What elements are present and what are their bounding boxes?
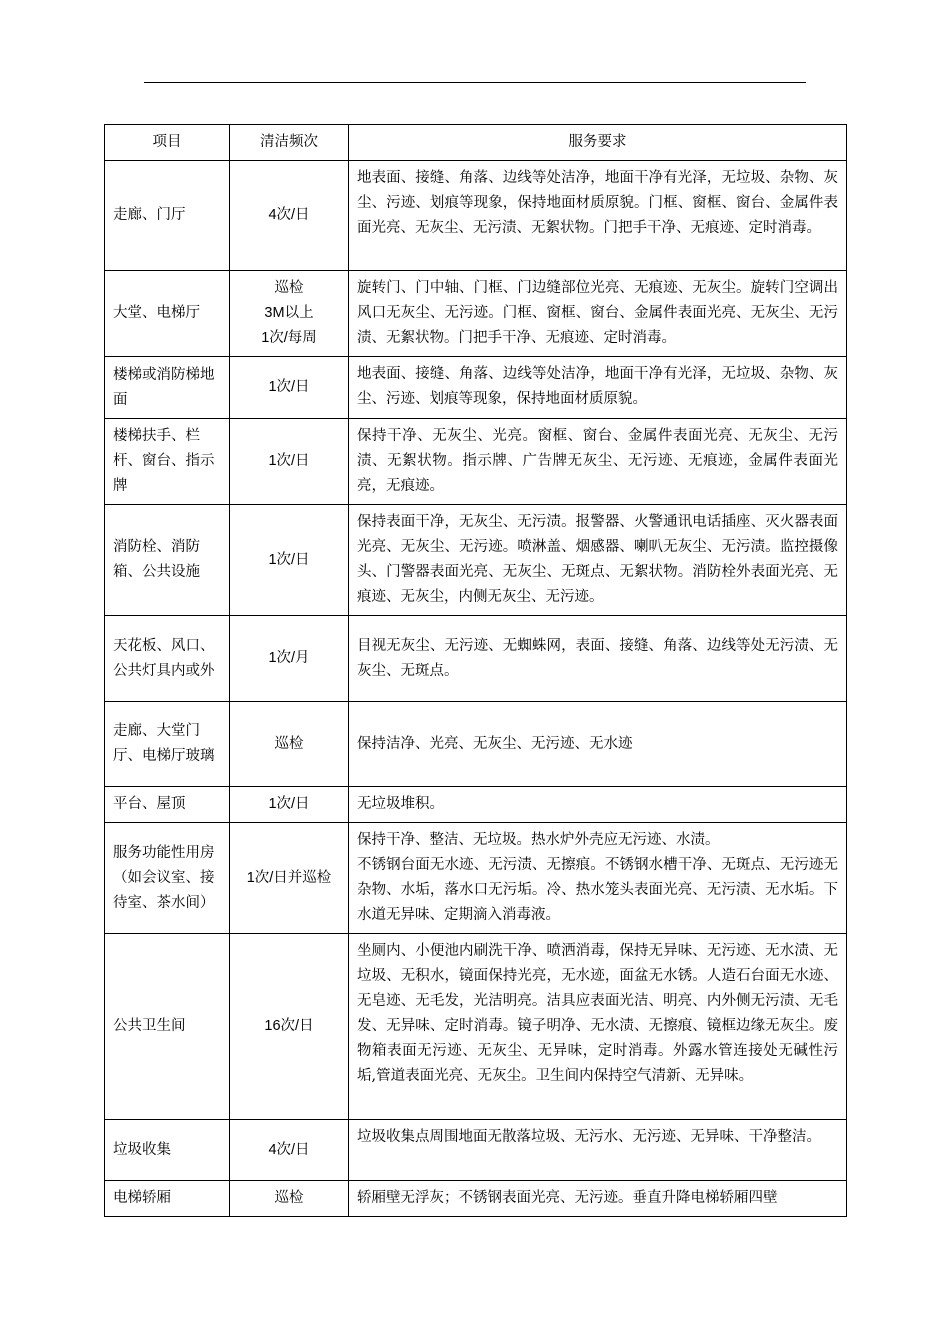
requirement-cell: 目视无灰尘、无污迹、无蜘蛛网，表面、接缝、角落、边线等处无污渍、无灰尘、无斑点。: [349, 616, 847, 702]
table-row: [105, 1120, 847, 1181]
frequency-cell: 1次/月: [230, 616, 349, 702]
item-cell: 走廊、门厅: [105, 161, 230, 271]
item-cell: 走廊、大堂门厅、电梯厅玻璃: [105, 702, 230, 787]
frequency-cell: 巡检: [230, 702, 349, 787]
table-row: [105, 357, 847, 419]
requirement-cell: 旋转门、门中轴、门框、门边缝部位光亮、无痕迹、无灰尘。旋转门空调出风口无灰尘、无污迹。门框、窗框、窗台、金属件表面光亮、无灰尘、无污渍、无絮状物。门把手干净、无痕迹、定时消毒。: [349, 271, 847, 357]
header-item: 项目: [105, 125, 230, 161]
requirement-cell: 坐厕内、小便池内刷洗干净、喷洒消毒，保持无异味、无污迹、无水渍、无垃圾、无积水，镜面保持光亮，无水迹，面盆无水锈。人造石台面无水迹、无皂迹、无毛发，光洁明亮。洁具应表面光洁、明亮、内外侧无污渍、无毛发、无异味、定时消毒。镜子明净、无水渍、无擦痕、镜框边缘无灰尘。废物箱表面无污迹、无灰尘、无异味，定时消毒。外露水管连接处无碱性污垢,管道表面光亮、无灰尘。卫生间内保持空气清新、无异味。: [349, 934, 847, 1120]
table-row: [105, 823, 847, 934]
requirement-cell: 地表面、接缝、角落、边线等处洁净，地面干净有光泽，无垃圾、杂物、灰尘、污迹、划痕等现象，保持地面材质原貌。门框、窗框、窗台、金属件表面光亮、无灰尘、无污渍、无絮状物。门把手干净、无痕迹、定时消毒。: [349, 161, 847, 271]
item-cell: 楼梯扶手、栏杆、窗台、指示牌: [105, 419, 230, 505]
requirement-cell: 垃圾收集点周围地面无散落垃圾、无污水、无污迹、无异味、干净整洁。: [349, 1120, 847, 1181]
item-cell: 垃圾收集: [105, 1120, 230, 1181]
frequency-cell: 4次/日: [230, 1120, 349, 1181]
table-row: [105, 271, 847, 357]
item-cell: 消防栓、消防箱、公共设施: [105, 505, 230, 616]
header-requirement: 服务要求: [349, 125, 847, 161]
requirement-cell: 保持洁净、光亮、无灰尘、无污迹、无水迹: [349, 702, 847, 787]
table-row: [105, 934, 847, 1120]
frequency-cell: 1次/日: [230, 419, 349, 505]
requirement-cell: 保持表面干净，无灰尘、无污渍。报警器、火警通讯电话插座、灭火器表面光亮、无灰尘、无污迹。喷淋盖、烟感器、喇叭无灰尘、无污渍。监控摄像头、门警器表面光亮、无灰尘、无斑点、无絮状物。消防栓外表面光亮、无痕迹、无灰尘，内侧无灰尘、无污迹。: [349, 505, 847, 616]
item-cell: 公共卫生间: [105, 934, 230, 1120]
frequency-cell: 1次/日: [230, 505, 349, 616]
header-rule: [144, 82, 806, 83]
header-frequency: 清洁频次: [230, 125, 349, 161]
item-cell: 平台、屋顶: [105, 787, 230, 823]
table-row: [105, 419, 847, 505]
item-cell: 电梯轿厢: [105, 1181, 230, 1217]
table-row: [105, 787, 847, 823]
frequency-cell: 16次/日: [230, 934, 349, 1120]
table-row: [105, 505, 847, 616]
table-row: [105, 1181, 847, 1217]
frequency-cell: 1次/日: [230, 787, 349, 823]
frequency-cell: 1次/日: [230, 357, 349, 419]
frequency-cell: 巡检 3M以上 1次/每周: [230, 271, 349, 357]
item-cell: 服务功能性用房（如会议室、接待室、茶水间）: [105, 823, 230, 934]
table-header-row: [105, 125, 847, 161]
frequency-cell: 4次/日: [230, 161, 349, 271]
frequency-cell: 1次/日并巡检: [230, 823, 349, 934]
requirement-cell: 保持干净、整洁、无垃圾。热水炉外壳应无污迹、水渍。 不锈钢台面无水迹、无污渍、无擦痕。不锈钢水槽干净、无斑点、无污迹无杂物、水垢，落水口无污垢。冷、热水笼头表面光亮、无污渍、无水垢。下水道无异味、定期滴入消毒液。: [349, 823, 847, 934]
item-cell: 楼梯或消防梯地面: [105, 357, 230, 419]
frequency-cell: 巡检: [230, 1181, 349, 1217]
item-cell: 天花板、风口、公共灯具内或外: [105, 616, 230, 702]
table-row: [105, 616, 847, 702]
table-row: [105, 161, 847, 271]
table-row: [105, 702, 847, 787]
cleaning-standards-table: [104, 124, 847, 1217]
requirement-cell: 地表面、接缝、角落、边线等处洁净，地面干净有光泽，无垃圾、杂物、灰尘、污迹、划痕等现象，保持地面材质原貌。: [349, 357, 847, 419]
requirement-cell: 保持干净、无灰尘、光亮。窗框、窗台、金属件表面光亮、无灰尘、无污渍、无絮状物。指示牌、广告牌无灰尘、无污迹、无痕迹，金属件表面光亮，无痕迹。: [349, 419, 847, 505]
requirement-cell: 轿厢壁无浮灰；不锈钢表面光亮、无污迹。垂直升降电梯轿厢四壁: [349, 1181, 847, 1217]
requirement-cell: 无垃圾堆积。: [349, 787, 847, 823]
item-cell: 大堂、电梯厅: [105, 271, 230, 357]
